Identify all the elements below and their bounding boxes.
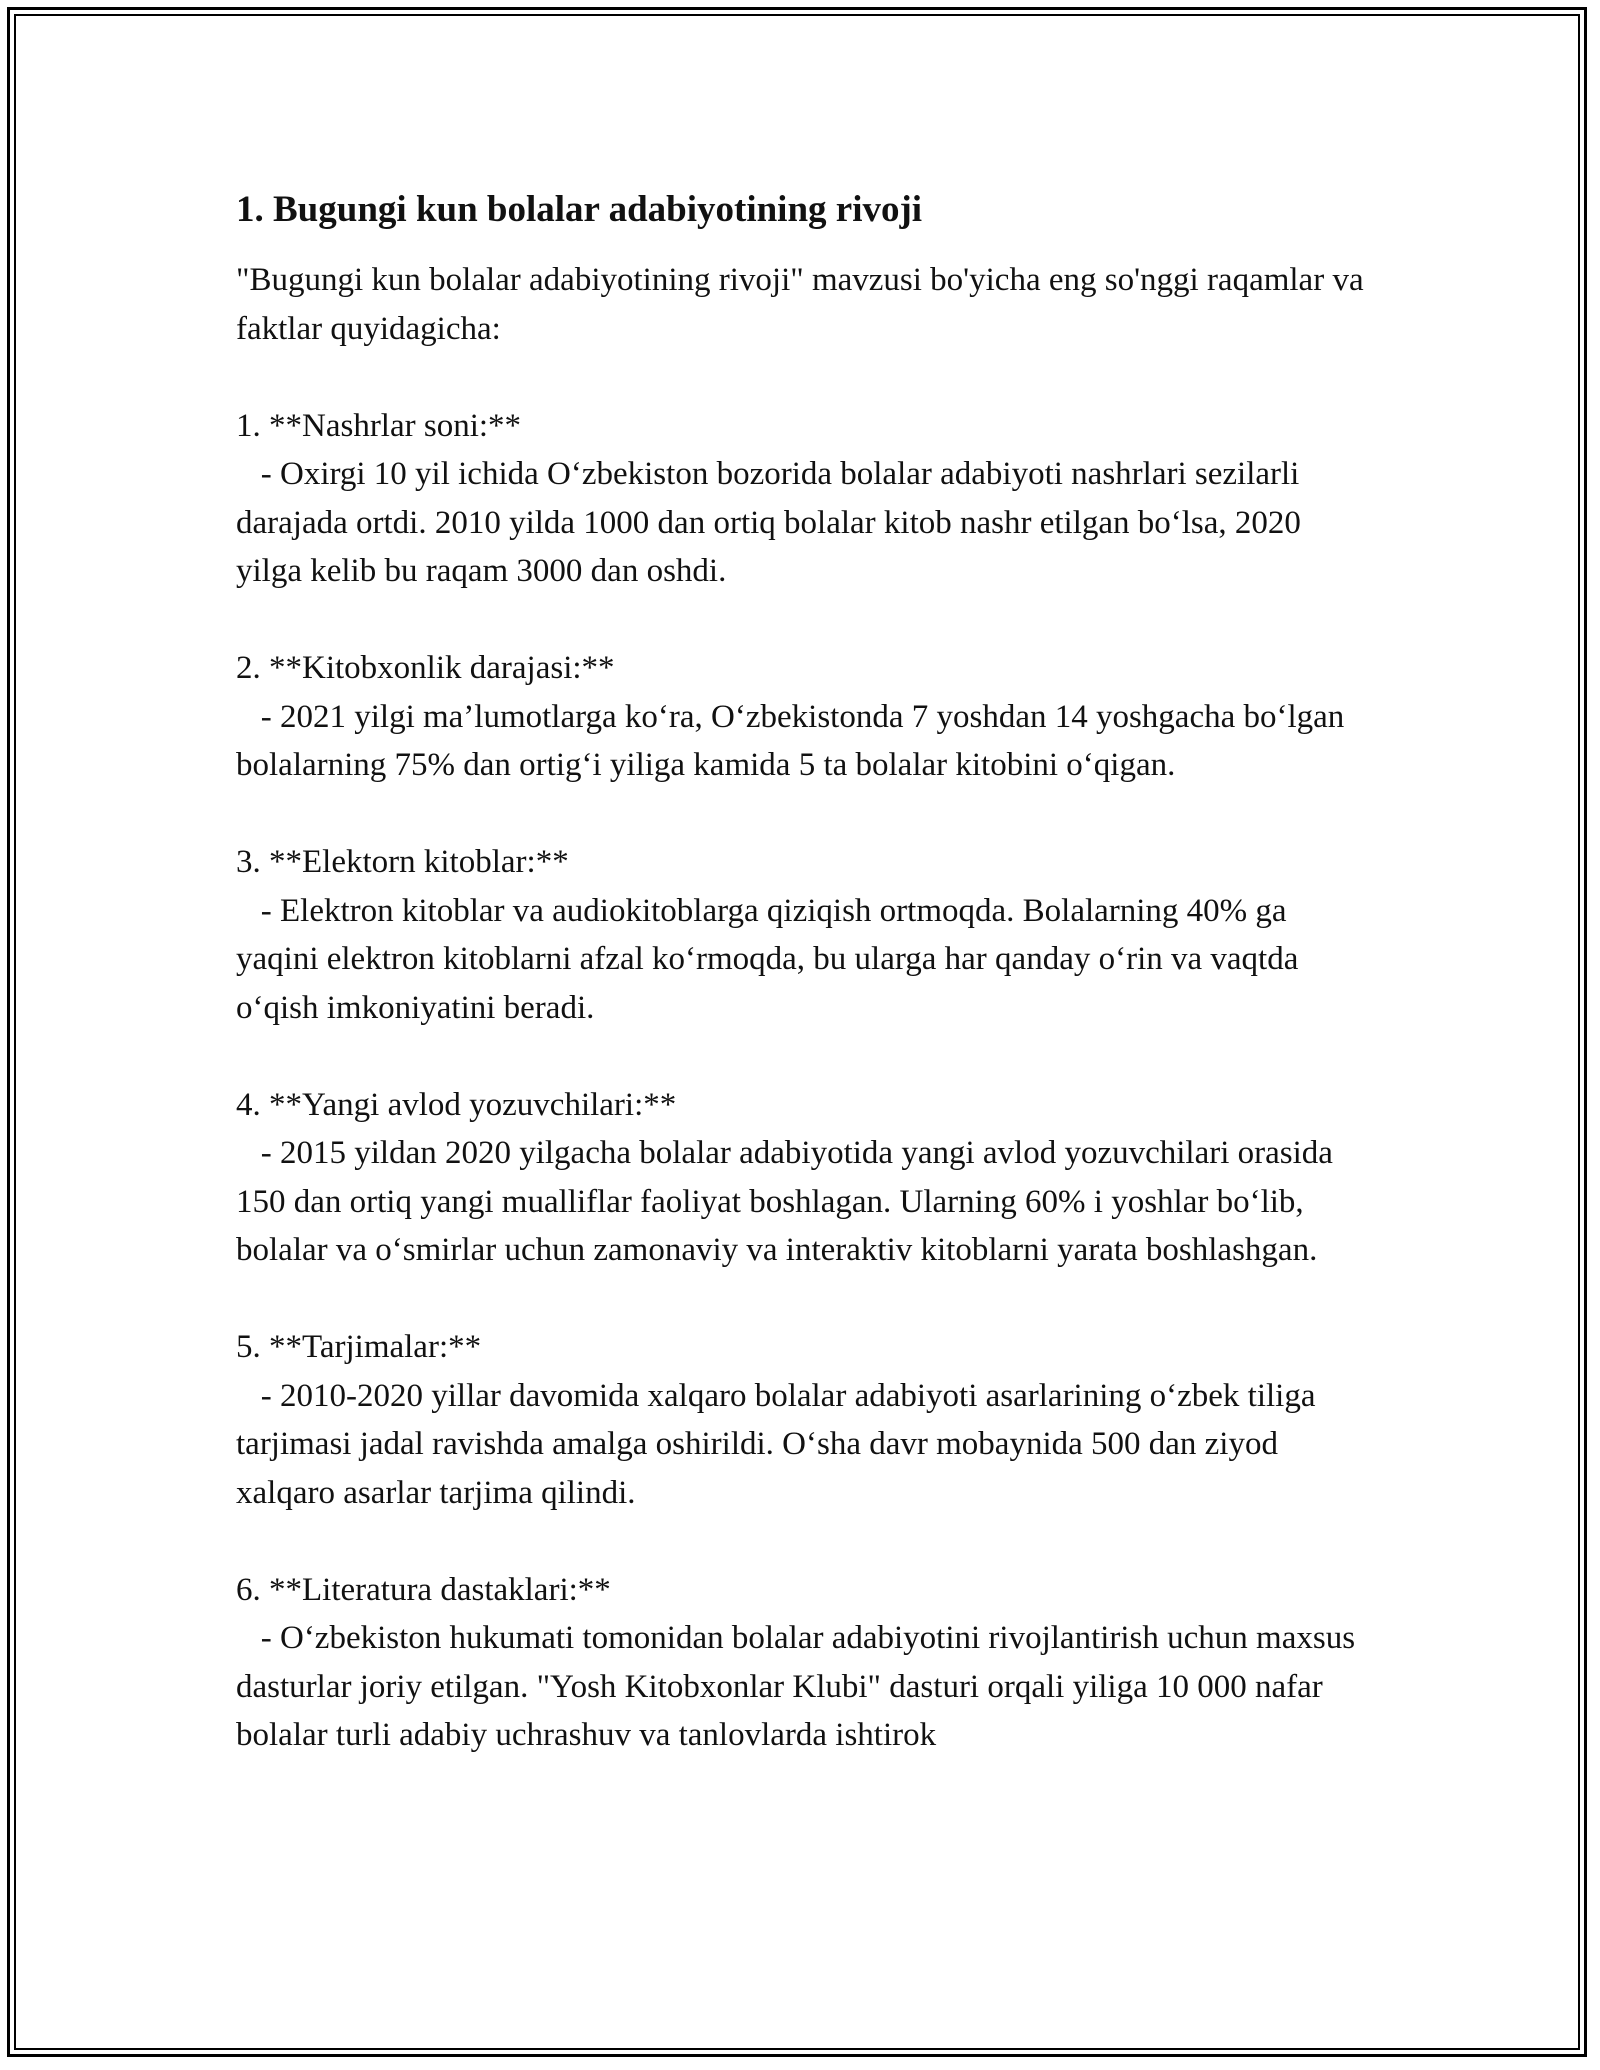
section-body: - 2021 yilgi ma’lumotlarga ko‘ra, O‘zbekistonda 7 yoshdan 14 yoshgacha bo‘lgan bolalarning 75% dan ortig‘i yiliga kamida 5 ta bolalar kitobini o‘qigan. bbox=[236, 698, 1353, 783]
section-body: - 2015 yildan 2020 yilgacha bolalar adabiyotida yangi avlod yozuvchilari orasida 150 dan ortiq yangi mualliflar faoliyat boshlagan. Ularning 60% i yoshlar bo‘lib, bolalar va o‘smirlar uchun zamonaviy va interaktiv kitoblarni yarata boshlashgan. bbox=[236, 1135, 1342, 1268]
spacer bbox=[236, 790, 1366, 839]
section-heading: 1. **Nashrlar soni:** bbox=[236, 407, 522, 444]
document-body bbox=[236, 186, 1372, 1760]
section-heading: 4. **Yangi avlod yozuvchilari:** bbox=[236, 1086, 677, 1123]
intro-paragraph: "Bugungi kun bolalar adabiyotining rivoji" mavzusi bo'yicha eng so'nggi raqamlar va faktlar quyidagicha: bbox=[236, 262, 1372, 347]
section-heading: 2. **Kitobxonlik darajasi:** bbox=[236, 650, 615, 686]
section-body: - O‘zbekiston hukumati tomonidan bolalar adabiyotini rivojlantirish uchun maxsus dasturlar joriy etilgan. "Yosh Kitobxonlar Klubi" dasturi orqali yiliga 10 000 nafar bolalar turli adabiy uchrashuv va tanlovlarda ishtirok bbox=[236, 1620, 1364, 1753]
section-body: - Elektron kitoblar va audiokitoblarga qiziqish ortmoqda. Bolalarning 40% ga yaqini elektron kitoblarni afzal ko‘rmoqda, bu ularga har qanday o‘rin va vaqtda o‘qish imkoniyatini beradi. bbox=[236, 892, 1307, 1026]
section-heading: 3. **Elektorn kitoblar:** bbox=[236, 844, 569, 880]
spacer bbox=[236, 1517, 1366, 1566]
spacer bbox=[236, 353, 1366, 402]
spacer bbox=[236, 1275, 1366, 1324]
section-body: - Oxirgi 10 yil ichida O‘zbekiston bozorida bolalar adabiyoti nashrlari sezilarli darajada ortdi. 2010 yilda 1000 dan ortiq bolalar kitob nashr etilgan bo‘lsa, 2020 yilga kelib bu raqam 3000 dan oshdi. bbox=[236, 456, 1310, 589]
document-title: 1. Bugungi kun bolalar adabiyotining rivoji bbox=[236, 189, 923, 230]
section-body: - 2010-2020 yillar davomida xalqaro bolalar adabiyoti asarlarining o‘zbek tiliga tarjimasi jadal ravishda amalga oshirildi. O‘sha davr mobaynida 500 dan ziyod xalqaro asarlar tarjima qilindi. bbox=[236, 1377, 1324, 1511]
section-heading: 6. **Literatura dastaklari:** bbox=[236, 1571, 611, 1608]
section-heading: 5. **Tarjimalar:** bbox=[236, 1329, 482, 1365]
spacer bbox=[236, 596, 1366, 645]
spacer bbox=[236, 1032, 1366, 1081]
